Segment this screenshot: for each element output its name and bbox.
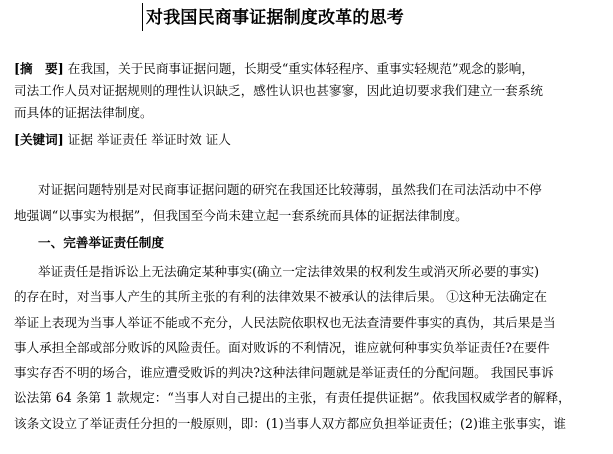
keywords-text: 证据 举证责任 举证时效 证人	[67, 132, 231, 147]
abstract-label: [摘 要]	[14, 61, 64, 76]
body-line-3: 举证上表现为当事人举证不能或不充分，人民法院依职权也无法查清要件事实的真伪，其后果是当	[14, 315, 556, 330]
document-title: 对我国民商事证据制度改革的思考	[146, 8, 404, 28]
abstract-text-1: 在我国，关于民商事证据问题，长期受“重实体轻程序、重事实轻规范”观念的影响，	[67, 61, 534, 76]
abstract-line-3: 而具体的证据法律制度。	[14, 105, 153, 120]
body-line-6: 讼法第 64 条第 1 款规定：“当事人对自己提出的主张，有责任提供证据”。依我国权威学者的解释，	[14, 390, 571, 405]
intro-line-2: 地强调“以事实为根据”，但我国至今尚未建立起一套系统而具体的证据法律制度。	[14, 208, 468, 223]
body-line-5: 事实存否不明的场合，谁应遭受败诉的判决?这种法律问题就是举证责任的分配问题。 我国民事诉	[14, 365, 554, 380]
intro-line-1: 对证据问题特别是对民商事证据问题的研究在我国还比较薄弱，虽然我们在司法活动中不停	[38, 182, 542, 197]
abstract-line-2: 司法工作人员对证据规则的理性认识缺乏，感性认识也甚寥寥，因此迫切要求我们建立一套系统	[14, 83, 543, 98]
abstract-line-1	[14, 60, 605, 78]
keywords-label: [关键词]	[14, 132, 64, 147]
body-line-1: 举证责任是指诉讼上无法确定某种事实(确立一定法律效果的权利发生或消灭所必要的事实)	[38, 264, 539, 279]
section-heading: 一、完善举证责任制度	[38, 235, 164, 250]
body-line-7: 该条文设立了举证责任分担的一般原则，即：(1)当事人双方都应负担举证责任；(2)谁主张事实，谁	[14, 416, 567, 431]
keywords-line	[14, 131, 605, 149]
text-cursor	[142, 3, 143, 31]
body-line-4: 事人承担全部或部分败诉的风险责任。面对败诉的不利情况，谁应就何种事实负举证责任?在要件	[14, 340, 550, 355]
body-line-2: 的存在时，对当事人产生的其所主张的有利的法律效果不被承认的法律后果。 ①这种无法确定在	[14, 289, 547, 304]
